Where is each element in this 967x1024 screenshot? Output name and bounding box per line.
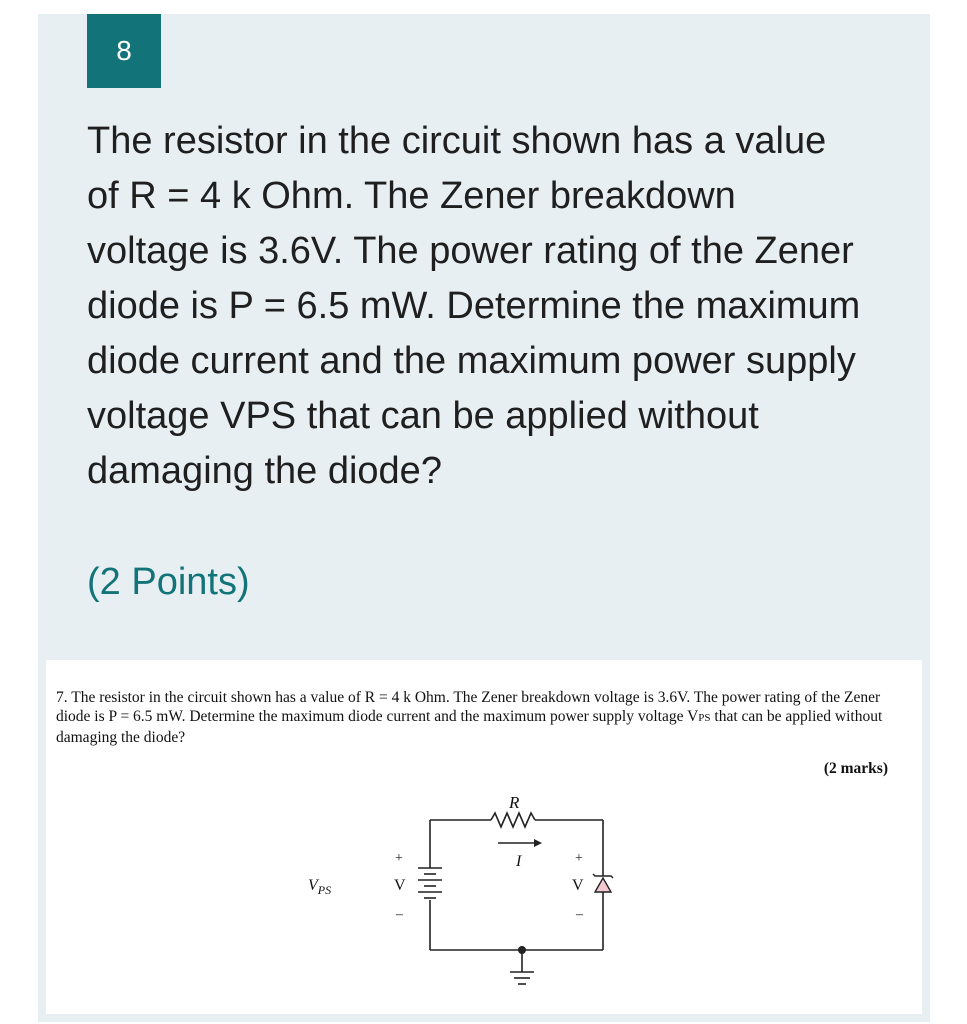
current-label: I [516,853,522,870]
source-label [308,877,331,897]
circuit-diagram [46,660,922,1014]
current-arrow-head [534,839,542,847]
image-problem-text-main: 7. The resistor in the circuit shown has a value of R = 4 k Ohm. The Zener breakdown voltage is 3.6V. The power rating of the Zener diode is P = 6.5 mW. Determine the maximum diode current and the maximum power supply voltage V [56,689,881,725]
question-image [46,660,922,1014]
zener-diode [593,874,613,892]
source-label-sub: PS [317,883,332,897]
question-points: (2 Points) [87,561,250,603]
left-plus-sign: + [395,851,403,866]
question-number-badge: 8 [87,14,161,88]
right-plus-sign: + [575,851,583,866]
left-minus-sign: – [396,907,403,922]
image-problem-subscript: PS [698,712,711,724]
right-minus-sign: – [576,907,583,922]
resistor-symbol [491,813,535,827]
source-label-v: V [308,877,318,894]
right-voltage-label: V [572,877,584,894]
question-text: The resistor in the circuit shown has a value of R = 4 k Ohm. The Zener breakdown voltage is 3.6V. The power rating of the Zener diode is P = 6.5 mW. Determine the maximum diode current and the maximum power supply voltage VPS that can be applied without damaging the diode? [87,120,861,492]
image-problem-text-end: that can be applied without damaging the diode? [56,708,883,746]
question-card [38,14,930,1022]
left-voltage-label: V [394,877,406,894]
image-marks: (2 marks) [823,760,888,777]
resistor-label: R [509,793,520,812]
junction-dot [518,946,526,954]
